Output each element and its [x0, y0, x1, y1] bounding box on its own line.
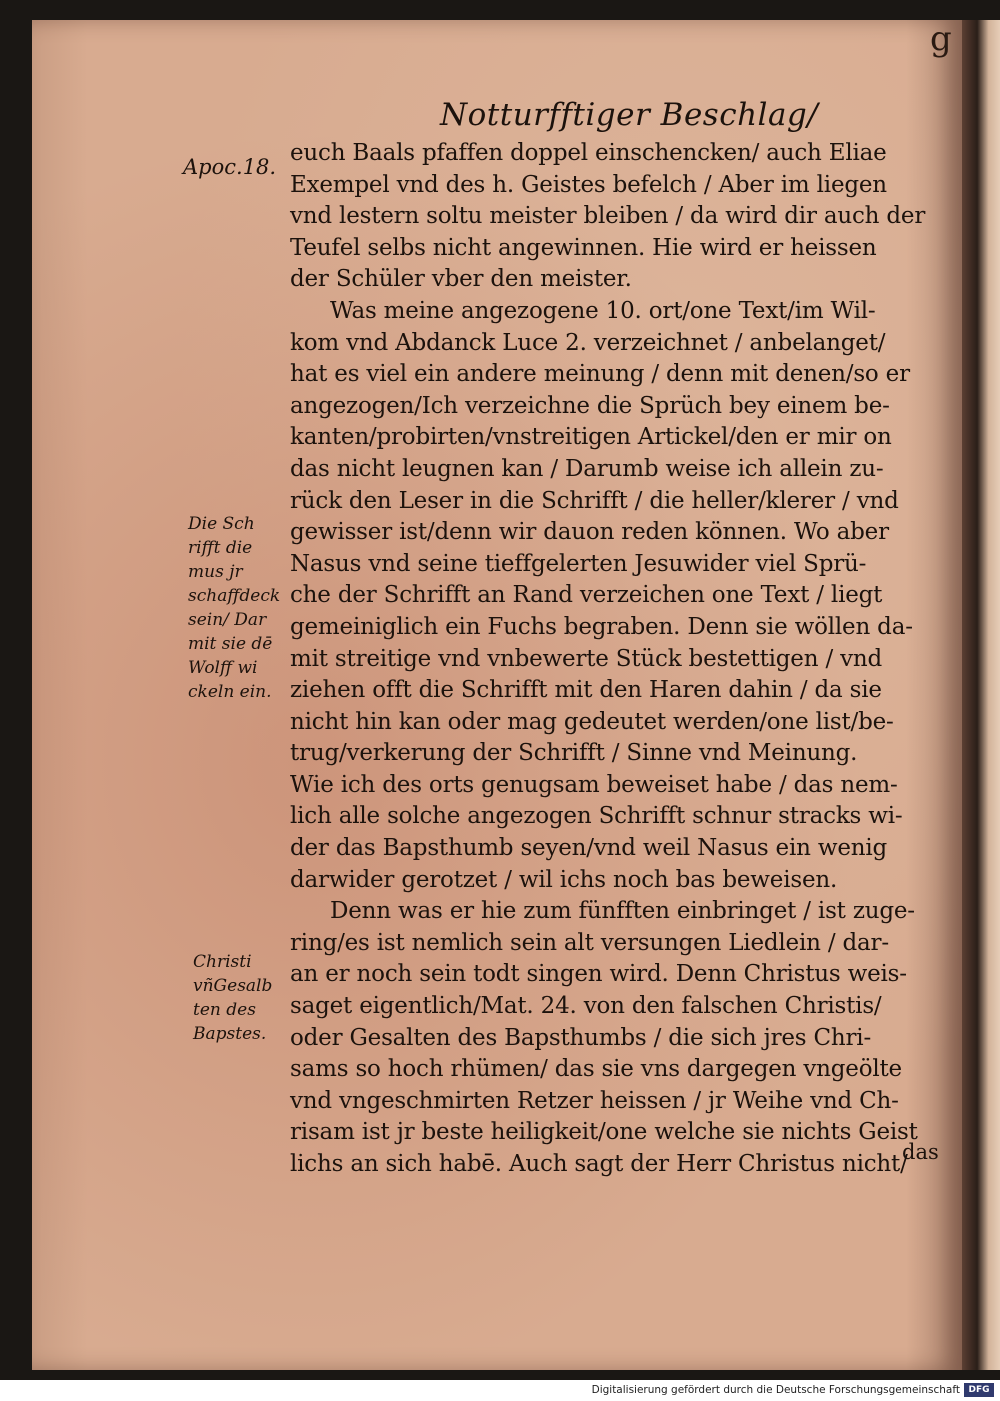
margin-note-apoc [183, 155, 276, 179]
margin-note-line: Wolff wi [188, 658, 258, 678]
text-line: Teufel selbs nicht angewinnen. Hie wird er heissen [290, 234, 877, 261]
text-line: lichs an sich habē. Auch sagt der Herr Christus nicht/ [290, 1151, 908, 1177]
text-line: ziehen offt die Schrifft mit den Haren dahin / da sie [290, 677, 882, 704]
margin-note-line: ten des [193, 1000, 256, 1020]
margin-note-line: vñGesalb [193, 976, 273, 996]
margin-note-line: Apoc.18. [183, 155, 277, 179]
text-line: Denn was er hie zum fünfften einbringet / ist zuge- [330, 898, 915, 925]
text-line: risam ist jr beste heiligkeit/one welche sie nichts Geist [290, 1119, 918, 1146]
text-line: Was meine angezogene 10. ort/one Text/im Wil- [330, 297, 876, 324]
running-head: Notturfftiger Beschlag/ [440, 97, 819, 133]
catchword: das [902, 1140, 939, 1164]
text-line: che der Schrifft an Rand verzeichen one Text / liegt [290, 582, 883, 609]
margin-note-line: sein/ Dar [188, 610, 267, 630]
margin-note-christi [193, 950, 272, 1046]
margin-note-line: mus jr [188, 562, 243, 582]
text-line: gewisser ist/denn wir dauon reden können. Wo aber [290, 519, 889, 546]
text-line: rück den Leser in die Schrifft / die heller/klerer / vnd [290, 487, 899, 514]
text-line: angezogen/Ich verzeichne die Sprüch bey einem be- [290, 392, 890, 419]
text-line: kanten/probirten/vnstreitigen Artickel/den er mir on [290, 424, 892, 451]
text-line: euch Baals pfaffen doppel einschencken/ auch Eliae [290, 140, 887, 166]
margin-note-line: Christi [193, 952, 252, 972]
text-line: saget eigentlich/Mat. 24. von den falschen Christis/ [290, 993, 882, 1020]
text-line: Nasus vnd seine tieffgelerten Jesuwider viel Sprü- [290, 550, 867, 577]
text-line: kom vnd Abdanck Luce 2. verzeichnet / anbelanget/ [290, 329, 886, 356]
text-line: nicht hin kan oder mag gedeutet werden/one list/be- [290, 708, 894, 735]
text-line: oder Gesalten des Bapsthumbs / die sich jres Chri- [290, 1024, 872, 1051]
corner-mark: g [930, 19, 952, 59]
margin-note-line: Bapstes. [193, 1024, 267, 1044]
text-line: der das Bapsthumb seyen/vnd weil Nasus ein wenig [290, 835, 888, 862]
text-line: mit streitige vnd vnbewerte Stück bestettigen / vnd [290, 645, 883, 672]
text-line: trug/verkerung der Schrifft / Sinne vnd Meinung. [290, 740, 858, 767]
margin-note-line: schaffdeck [188, 586, 281, 606]
text-line: ring/es ist nemlich sein alt versungen Liedlein / dar- [290, 929, 889, 956]
footer-bar [0, 1380, 1000, 1401]
margin-note-schrifft [188, 512, 280, 704]
text-line: Exempel vnd des h. Geistes befelch / Aber im liegen [290, 171, 887, 198]
text-line: darwider gerotzet / wil ichs noch bas beweisen. [290, 866, 838, 893]
funding-notice: Digitalisierung gefördert durch die Deutsche Forschungsgemeinschaft [591, 1384, 960, 1396]
margin-note-line: Die Sch [188, 514, 255, 534]
text-line: hat es viel ein andere meinung / denn mit denen/so er [290, 361, 910, 388]
text-line: an er noch sein todt singen wird. Denn Christus weis- [290, 961, 907, 988]
text-line: sams so hoch rhümen/ das sie vns dargegen vngeölte [290, 1056, 902, 1083]
text-line: das nicht leugnen kan / Darumb weise ich allein zu- [290, 455, 884, 482]
text-line: Wie ich des orts genugsam beweiset habe / das nem- [290, 771, 898, 798]
dfg-logo: DFG [964, 1383, 994, 1397]
page-edge-shadow [962, 20, 1000, 1370]
margin-note-line: mit sie dē [188, 634, 273, 654]
margin-note-line: rifft die [188, 538, 253, 558]
margin-note-line: ckeln ein. [188, 682, 272, 702]
text-line: vnd lestern soltu meister bleiben / da wird dir auch der [290, 203, 926, 230]
text-line: gemeiniglich ein Fuchs begraben. Denn sie wöllen da- [290, 613, 913, 640]
text-line: vnd vngeschmirten Retzer heissen / jr Weihe vnd Ch- [290, 1087, 899, 1114]
text-line: lich alle solche angezogen Schrifft schnur stracks wi- [290, 803, 903, 830]
text-line: der Schüler vber den meister. [290, 266, 632, 293]
body-text [290, 138, 960, 1181]
